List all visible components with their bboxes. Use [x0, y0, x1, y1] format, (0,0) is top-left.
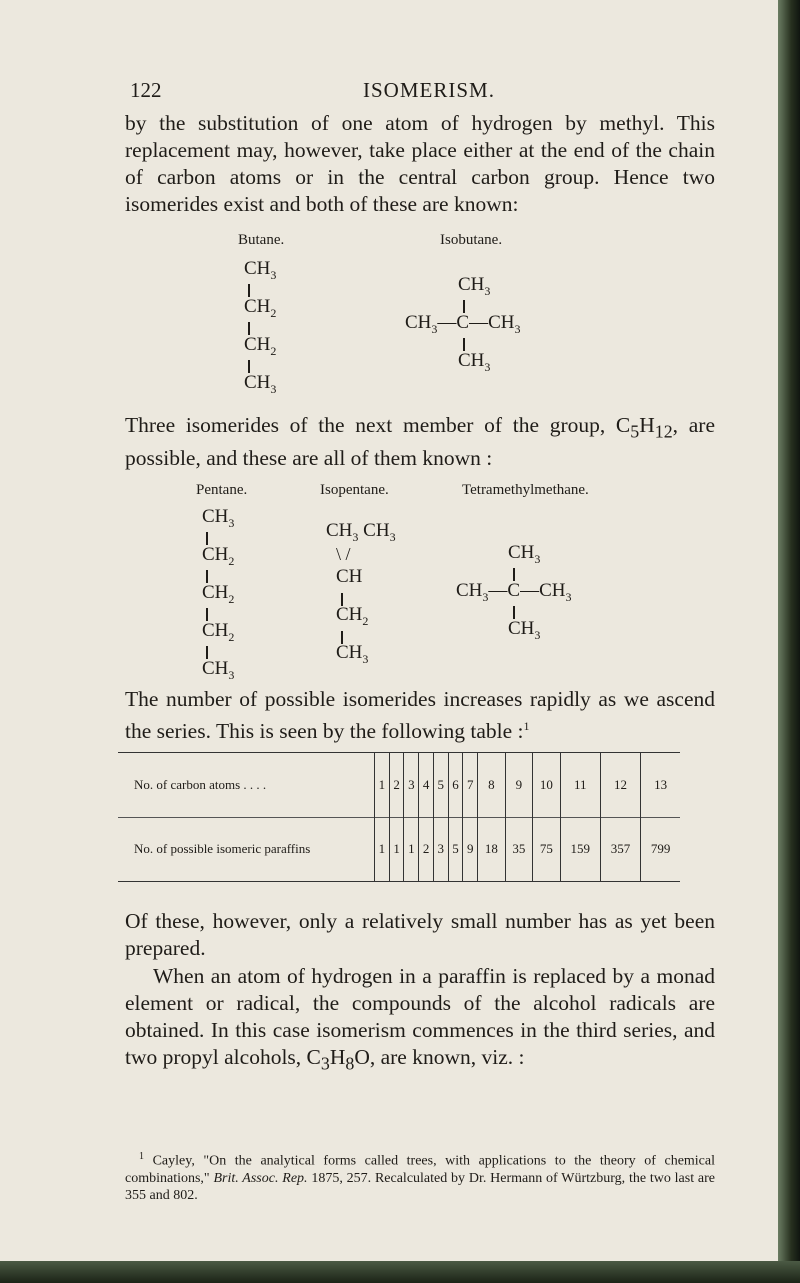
- isobutane-top: $CH_3$: [458, 274, 491, 298]
- isopentane-branch-bonds: \ /: [336, 544, 351, 564]
- isobutane-bottom: $CH_3$: [458, 350, 491, 374]
- tetramethylmethane-middle: $CH_3—C—CH_3$: [456, 580, 572, 604]
- table-row: No. of carbon atoms . . . . 1 2 3 4 5 6 7 8 9 10 11 12 13: [118, 753, 680, 818]
- isopentane-c4: $CH_2$: [336, 604, 369, 628]
- row-label-carbon-atoms: No. of carbon atoms . . . .: [118, 753, 375, 818]
- footnote-number: 1: [139, 1151, 144, 1162]
- pentane-c3: $CH_2$: [202, 582, 235, 606]
- table-row: No. of possible isomeric paraffins 1 1 1 2 3 5 9 18 35 75 159 357 799: [118, 817, 680, 882]
- pentane-c5: $CH_3$: [202, 658, 235, 682]
- pentane-heading: Pentane.: [196, 482, 248, 498]
- isopentane-branch: CH: [336, 566, 363, 587]
- pentane-c1: $CH_3$: [202, 506, 235, 530]
- pentane-c4: $CH_2$: [202, 620, 235, 644]
- page-edge-shadow-bottom: [0, 1261, 800, 1283]
- running-title: ISOMERISM.: [363, 78, 495, 102]
- isopentane-heading: Isopentane.: [320, 482, 389, 498]
- paragraph-4: Of these, however, only a relatively small number has as yet been prepared.: [125, 909, 715, 960]
- isobutane-middle: $CH_3—C—CH_3$: [405, 312, 521, 336]
- isopentane-c5: $CH_3$: [336, 642, 369, 666]
- page-edge-shadow-right: [778, 0, 800, 1283]
- butane-c2: $CH_2$: [244, 296, 277, 320]
- paragraph-2: Three isomerides of the next member of the group, $C_5H_{12}$, are possible, and these are all of them known :: [125, 413, 715, 471]
- tetramethylmethane-top: $CH_3$: [508, 542, 541, 566]
- butane-c3: $CH_2$: [244, 334, 277, 358]
- journal-title: Brit. Assoc. Rep.: [213, 1170, 308, 1186]
- footnote: $^1$ Cayley, "On the analytical forms called trees, with applications to the theory of chemical combinations," Brit. Assoc. Rep. 1875, 257. Recalculated by Dr. Hermann of Würtzburg, the two last are 355 and 802.: [125, 1151, 716, 1203]
- tetramethylmethane-heading: Tetramethylmethane.: [462, 482, 589, 498]
- paragraph-1: by the substitution of one atom of hydrogen by methyl. This replacement may, however, take place either at the end of the chain of carbon atoms or in the central carbon group. Hence two isomerides exist and both of these are known:: [125, 111, 715, 216]
- paragraph-3: The number of possible isomerides increases rapidly as we ascend the series. This is seen by the following table :$^1$: [125, 687, 715, 744]
- pentane-c2: $CH_2$: [202, 544, 235, 568]
- isopentane-top: $CH_3$ $CH_3$: [326, 520, 396, 544]
- footnote-marker: 1: [523, 719, 530, 733]
- isomer-count-table: [118, 752, 680, 882]
- butane-c4: $CH_3$: [244, 372, 277, 396]
- row-label-isomeric-paraffins: No. of possible isomeric paraffins: [118, 817, 375, 882]
- isobutane-heading: Isobutane.: [440, 232, 503, 248]
- page-number: 122: [130, 78, 162, 102]
- paragraph-5: When an atom of hydrogen in a paraffin is replaced by a monad element or radical, the compounds of the alcohol radicals are obtained. In this case isomerism commences in the third series, and two propyl alcohols, $C_3H_8O$, are known, viz. :: [125, 964, 715, 1074]
- tetramethylmethane-bottom: $CH_3$: [508, 618, 541, 642]
- butane-c1: $CH_3$: [244, 258, 277, 282]
- butane-heading: Butane.: [238, 232, 285, 248]
